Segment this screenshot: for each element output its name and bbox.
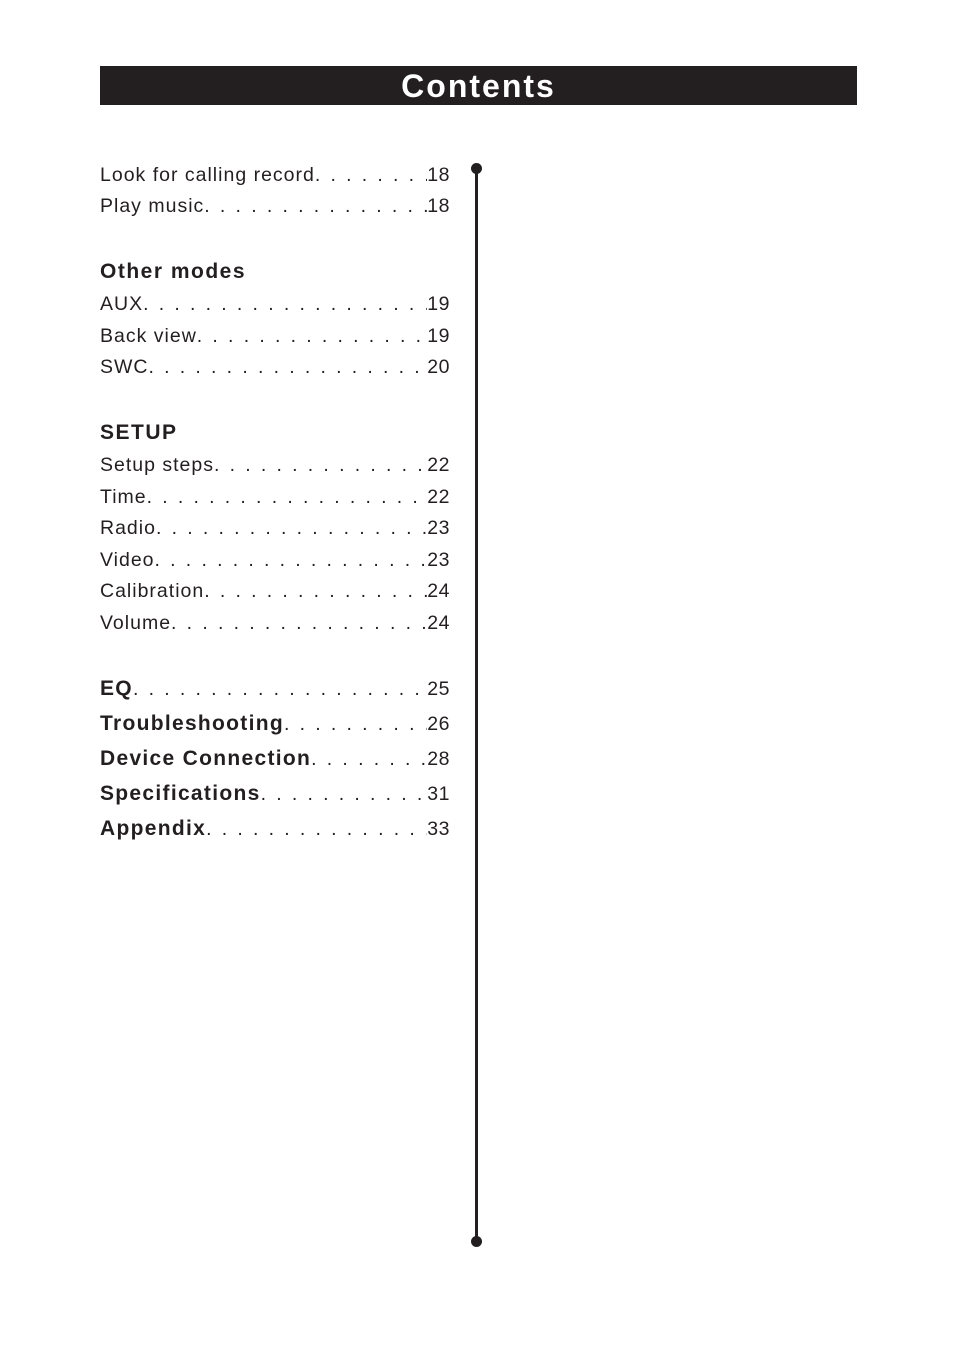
leader-dots xyxy=(171,612,427,635)
toc-entry-label: Time xyxy=(100,486,147,508)
leader-dots xyxy=(133,678,427,701)
toc-section-page: 25 xyxy=(427,678,450,700)
toc-entry-page: 24 xyxy=(427,580,450,602)
toc-entry-setup-steps[interactable] xyxy=(100,454,450,480)
toc-entry-page: 19 xyxy=(427,293,450,315)
toc-section-page: 26 xyxy=(427,713,450,735)
leader-dots xyxy=(214,454,427,477)
toc-entry-label: Back view xyxy=(100,325,197,347)
toc-entry-page: 24 xyxy=(427,612,450,634)
toc-entry-label: Calibration xyxy=(100,580,205,602)
leader-dots xyxy=(206,818,427,841)
leader-dots xyxy=(155,549,428,572)
leader-dots xyxy=(197,325,428,348)
toc-entry-label: AUX xyxy=(100,293,144,315)
toc-entry-video[interactable] xyxy=(100,549,450,575)
toc-section-label: Device Connection xyxy=(100,747,312,770)
toc-entry-label: Radio xyxy=(100,517,156,539)
section-heading-setup: SETUP xyxy=(100,421,178,444)
leader-dots xyxy=(147,486,428,509)
leader-dots xyxy=(156,517,427,540)
leader-dots xyxy=(311,748,427,771)
divider-bottom-dot xyxy=(471,1236,482,1247)
leader-dots xyxy=(204,195,427,218)
section-heading-other-modes: Other modes xyxy=(100,260,247,283)
divider-top-dot xyxy=(471,163,482,174)
toc-entry-play-music[interactable] xyxy=(100,195,450,221)
toc-entry-page: 23 xyxy=(427,517,450,539)
toc-entry-page: 22 xyxy=(427,486,450,508)
toc-entry-label: Play music xyxy=(100,195,205,217)
toc-entry-time[interactable] xyxy=(100,486,450,512)
toc-entry-page: 18 xyxy=(427,195,450,217)
leader-dots xyxy=(261,783,428,806)
toc-entry-label: Look for calling record xyxy=(100,164,315,186)
toc-entry-label: SWC xyxy=(100,356,149,378)
toc-entry-volume[interactable] xyxy=(100,612,450,638)
leader-dots xyxy=(143,293,427,316)
toc-entry-page: 19 xyxy=(427,325,450,347)
toc-entry-radio[interactable] xyxy=(100,517,450,543)
toc-entry-page: 18 xyxy=(427,164,450,186)
toc-section-appendix[interactable] xyxy=(100,817,450,845)
toc-entry-label: Setup steps xyxy=(100,454,214,476)
toc-section-label: Specifications xyxy=(100,782,261,805)
toc-entry-page: 22 xyxy=(427,454,450,476)
leader-dots xyxy=(284,713,427,736)
toc-section-eq[interactable] xyxy=(100,677,450,705)
toc-entry-aux[interactable] xyxy=(100,293,450,319)
toc-section-page: 33 xyxy=(427,818,450,840)
leader-dots xyxy=(149,356,428,379)
leader-dots xyxy=(315,164,427,187)
page-title: Contents xyxy=(100,66,857,105)
toc-section-troubleshooting[interactable] xyxy=(100,712,450,740)
leader-dots xyxy=(204,580,427,603)
toc-entry-page: 20 xyxy=(427,356,450,378)
toc-entry-back-view[interactable] xyxy=(100,325,450,351)
toc-section-specifications[interactable] xyxy=(100,782,450,810)
toc-section-label: Troubleshooting xyxy=(100,712,284,735)
column-divider xyxy=(475,168,478,1242)
toc-entry-page: 23 xyxy=(427,549,450,571)
toc-entry-swc[interactable] xyxy=(100,356,450,382)
toc-section-page: 31 xyxy=(427,783,450,805)
toc-section-label: EQ xyxy=(100,677,133,700)
toc-entry-label: Volume xyxy=(100,612,172,634)
toc-section-page: 28 xyxy=(427,748,450,770)
toc-entry-calibration[interactable] xyxy=(100,580,450,606)
toc-entry-label: Video xyxy=(100,549,155,571)
toc-entry-look-for-calling-record[interactable] xyxy=(100,164,450,190)
toc-section-device-connection[interactable] xyxy=(100,747,450,775)
toc-section-label: Appendix xyxy=(100,817,207,840)
